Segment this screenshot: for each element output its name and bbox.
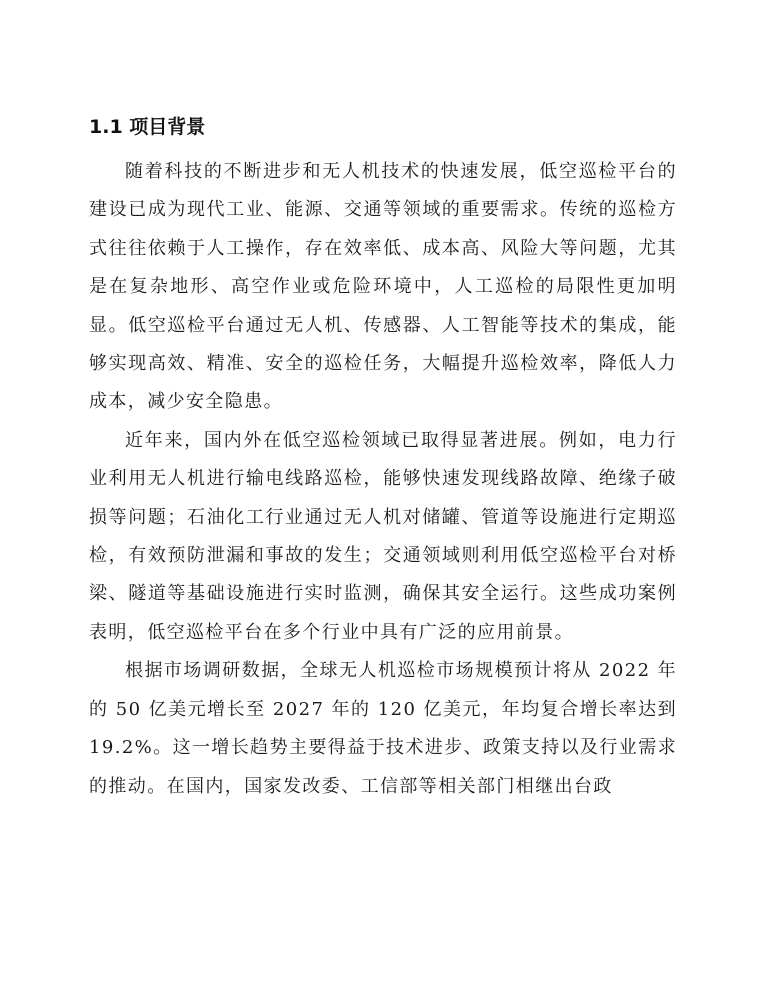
paragraph: 近年来，国内外在低空巡检领域已取得显著进展。例如，电力行业利用无人机进行输电线路巡检，能够快速发现线路故障、绝缘子破损等问题；石油化工行业通过无人机对储罐、管道等设施进行定期巡检，有效预防泄漏和事故的发生；交通领域则利用低空巡检平台对桥梁、隧道等基础设施进行实时监测，确保其安全运行。这些成功案例表明，低空巡检平台在多个行业中具有广泛的应用前景。 (89, 429, 677, 643)
paragraph: 根据市场调研数据，全球无人机巡检市场规模预计将从 2022 年的 50 亿美元增长至 2027 年的 120 亿美元，年均复合增长率达到 19.2%。这一增长趋势主要得益于技术进步、政策支持以及行业需求的推动。在国内，国家发改委、工信部等相关部门相继出台政 (89, 660, 677, 797)
paragraph: 随着科技的不断进步和无人机技术的快速发展，低空巡检平台的建设已成为现代工业、能源、交通等领域的重要需求。传统的巡检方式往往依赖于人工操作，存在效率低、成本高、风险大等问题，尤其是在复杂地形、高空作业或危险环境中，人工巡检的局限性更加明显。低空巡检平台通过无人机、传感器、人工智能等技术的集成，能够实现高效、精准、安全的巡检任务，大幅提升巡检效率，降低人力成本，减少安全隐患。 (89, 161, 677, 413)
section-body (89, 153, 677, 806)
section-heading: 1.1 项目背景 (89, 116, 206, 138)
